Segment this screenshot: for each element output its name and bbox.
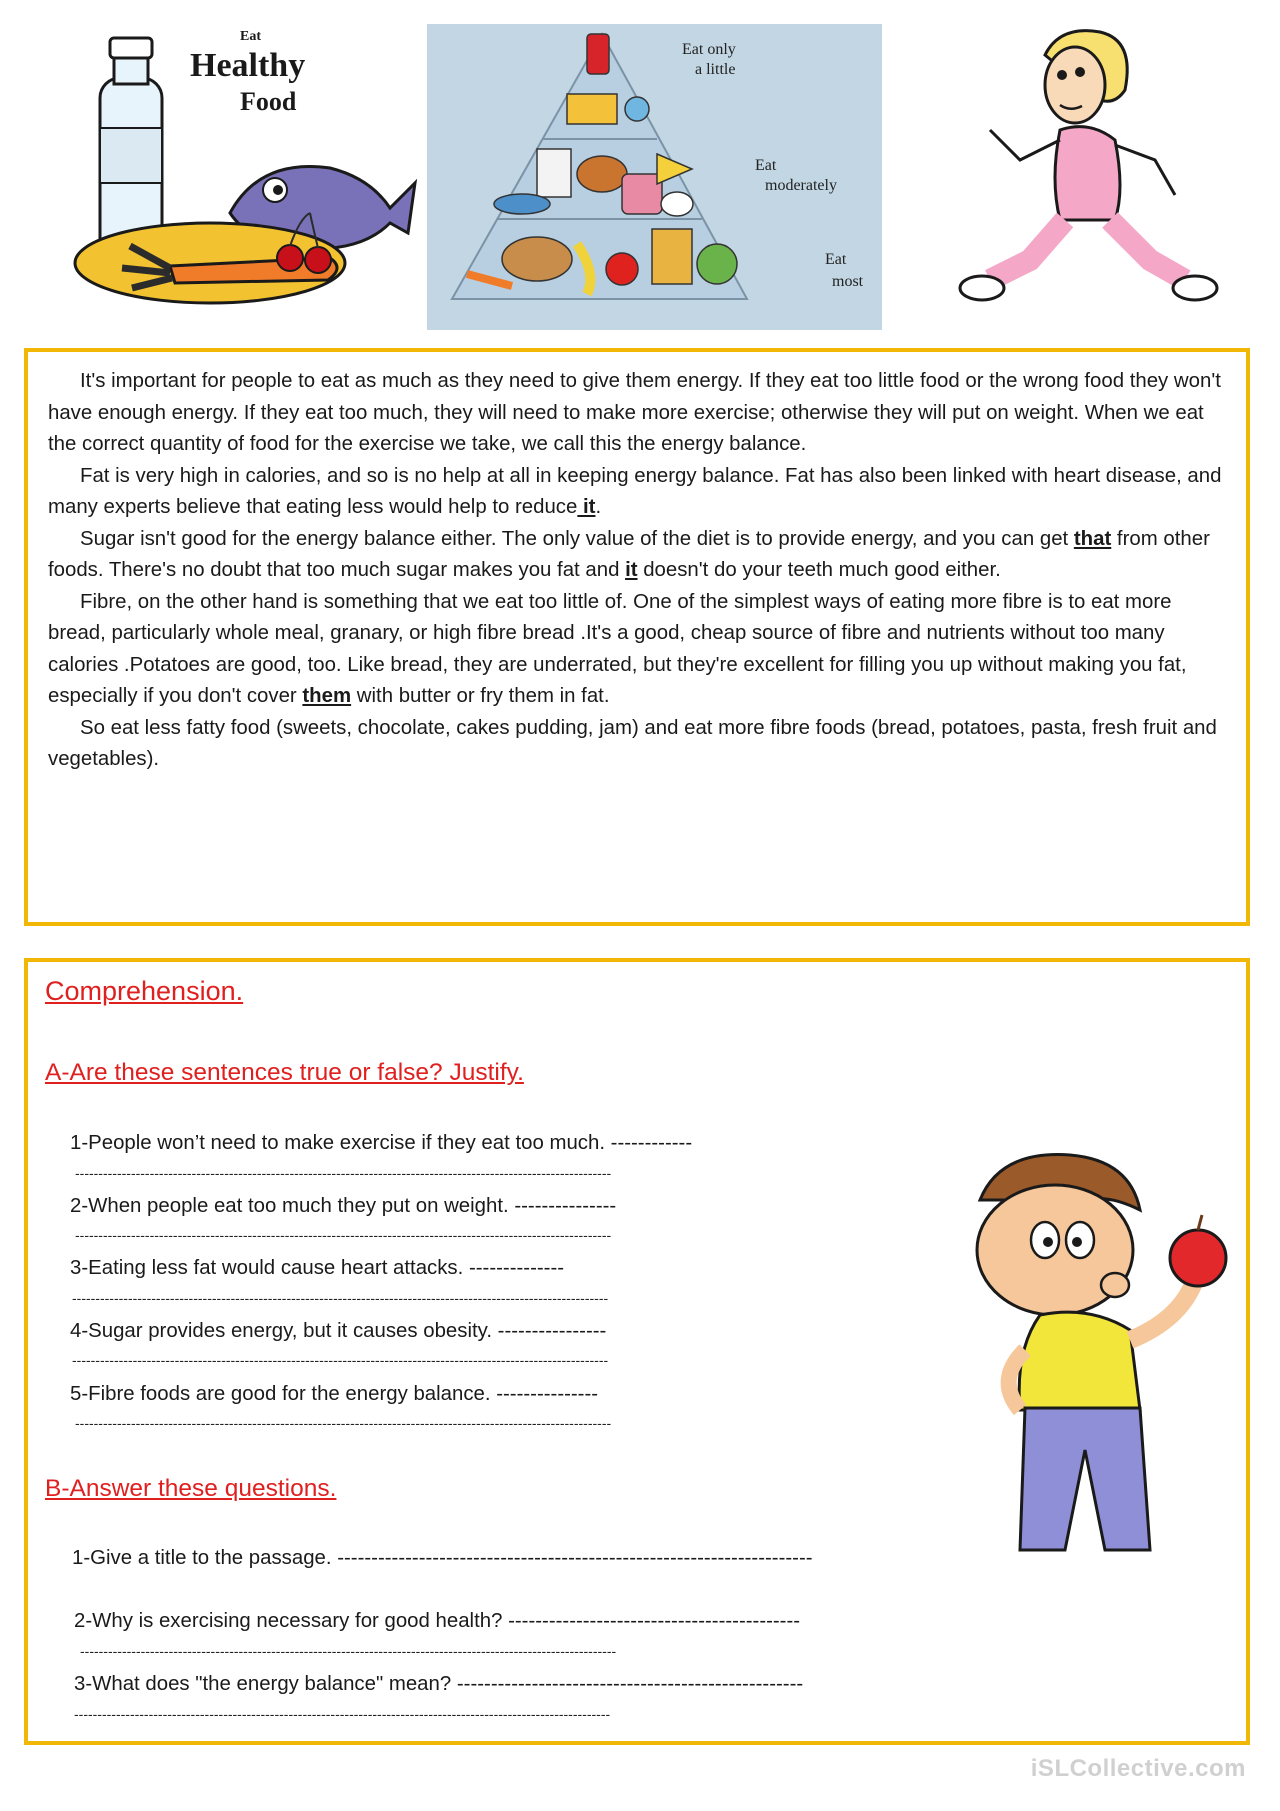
- reading-passage-box: [24, 348, 1250, 926]
- comprehension-title: Comprehension.: [45, 976, 244, 1006]
- pyramid-top-label-1: Eat only: [682, 41, 736, 58]
- tf-question-3: 3-Eating less fat would cause heart attacks. --------------: [70, 1257, 565, 1279]
- answer-line[interactable]: -------------------------------------------------------------------------------------------------------------------: [75, 1415, 612, 1431]
- pyramid-bottom-label-2: most: [832, 273, 864, 290]
- answer-line[interactable]: -------------------------------------------------------------------------------------------------------------------: [72, 1290, 609, 1306]
- passage-paragraph-1: It's important for people to eat as much as they need to give them energy. If they eat too little food or the wrong food they won't have enough energy. If they eat too much, they will need to make more exercise; otherwise they will put on weight. When we eat the correct quantity of food for the exercise we take, we call this the energy balance.: [48, 370, 1221, 455]
- healthy-title-line2: Food: [240, 87, 297, 116]
- open-question-1: 1-Give a title to the passage. ----------------------------------------------------------------------: [72, 1547, 813, 1569]
- tf-question-4: 4-Sugar provides energy, but it causes obesity. ----------------: [70, 1320, 607, 1342]
- healthy-food-illustration: [60, 18, 420, 318]
- answer-line[interactable]: -------------------------------------------------------------------------------------------------------------------: [75, 1227, 612, 1243]
- healthy-small-word: Eat: [240, 29, 261, 44]
- reference-word-it-1: it: [577, 496, 596, 518]
- pyramid-top-label-2: a little: [695, 61, 736, 78]
- passage-p3-text-c: doesn't do your teeth much good either.: [637, 559, 1001, 581]
- passage-p3-text-a: Sugar isn't good for the energy balance either. The only value of the diet is to provide energy, and you can get: [80, 527, 1074, 550]
- open-question-2: 2-Why is exercising necessary for good health? -------------------------------------------: [74, 1610, 801, 1632]
- passage-paragraph-5: So eat less fatty food (sweets, chocolate, cakes pudding, jam) and eat more fibre foods (bread, potatoes, pasta, fresh fruit and vegetables).: [48, 716, 1217, 770]
- tf-question-1: 1-People won’t need to make exercise if they eat too much. ------------: [70, 1132, 693, 1154]
- jogging-woman-illustration: [950, 20, 1230, 335]
- passage-p2-text-b: .: [595, 496, 602, 518]
- answer-line[interactable]: -------------------------------------------------------------------------------------------------------------------: [80, 1643, 617, 1659]
- reference-word-them: them: [302, 685, 352, 707]
- passage-p4-text-a: Fibre, on the other hand is something that we eat too little of. One of the simplest ways of eating more fibre is to eat more bread, particularly whole meal, granary, or high fibre bread .It's a good, cheap source of fibre and nutrients without too many calories .Potatoes are good, too. Like bread, they are underrated, but they're excellent for filling you up without making you fat, especially if you don't cover: [48, 590, 1187, 707]
- section-b-title: B-Answer these questions.: [45, 1475, 337, 1502]
- passage-paragraph-3: [48, 524, 1226, 587]
- passage-paragraph-4: [48, 587, 1226, 713]
- reference-word-that: that: [1073, 527, 1112, 550]
- passage-p2-text-a: Fat is very high in calories, and so is no help at all in keeping energy balance. Fat has also been linked with heart disease, and many experts believe that eating less would help to reduce: [48, 464, 1222, 518]
- pyramid-bottom-label-1: Eat: [825, 251, 847, 268]
- answer-line[interactable]: -------------------------------------------------------------------------------------------------------------------: [72, 1352, 609, 1368]
- tf-question-2: 2-When people eat too much they put on weight. ---------------: [70, 1195, 617, 1217]
- tf-question-5: 5-Fibre foods are good for the energy balance. ---------------: [70, 1383, 599, 1405]
- passage-p3-text-b: from other foods. There's no doubt that too much sugar makes you fat and: [48, 527, 1210, 581]
- answer-line[interactable]: -------------------------------------------------------------------------------------------------------------------: [75, 1165, 612, 1181]
- open-question-3: 3-What does "the energy balance" mean? ---------------------------------------------------: [74, 1673, 804, 1695]
- islcollective-watermark: iSLCollective.com: [1030, 1755, 1246, 1782]
- pyramid-mid-label-1: Eat: [755, 157, 777, 174]
- passage-p4-text-b: with butter or fry them in fat.: [351, 685, 610, 707]
- healthy-title-line1: Healthy: [190, 47, 306, 84]
- boy-eating-apple-illustration: [940, 1140, 1240, 1560]
- food-pyramid-illustration: [427, 24, 882, 330]
- section-a-title: A-Are these sentences true or false? Justify.: [45, 1059, 524, 1086]
- answer-line[interactable]: -------------------------------------------------------------------------------------------------------------------: [74, 1706, 611, 1722]
- passage-paragraph-2: [48, 461, 1226, 524]
- reference-word-it-2: it: [625, 559, 638, 581]
- pyramid-mid-label-2: moderately: [765, 177, 837, 194]
